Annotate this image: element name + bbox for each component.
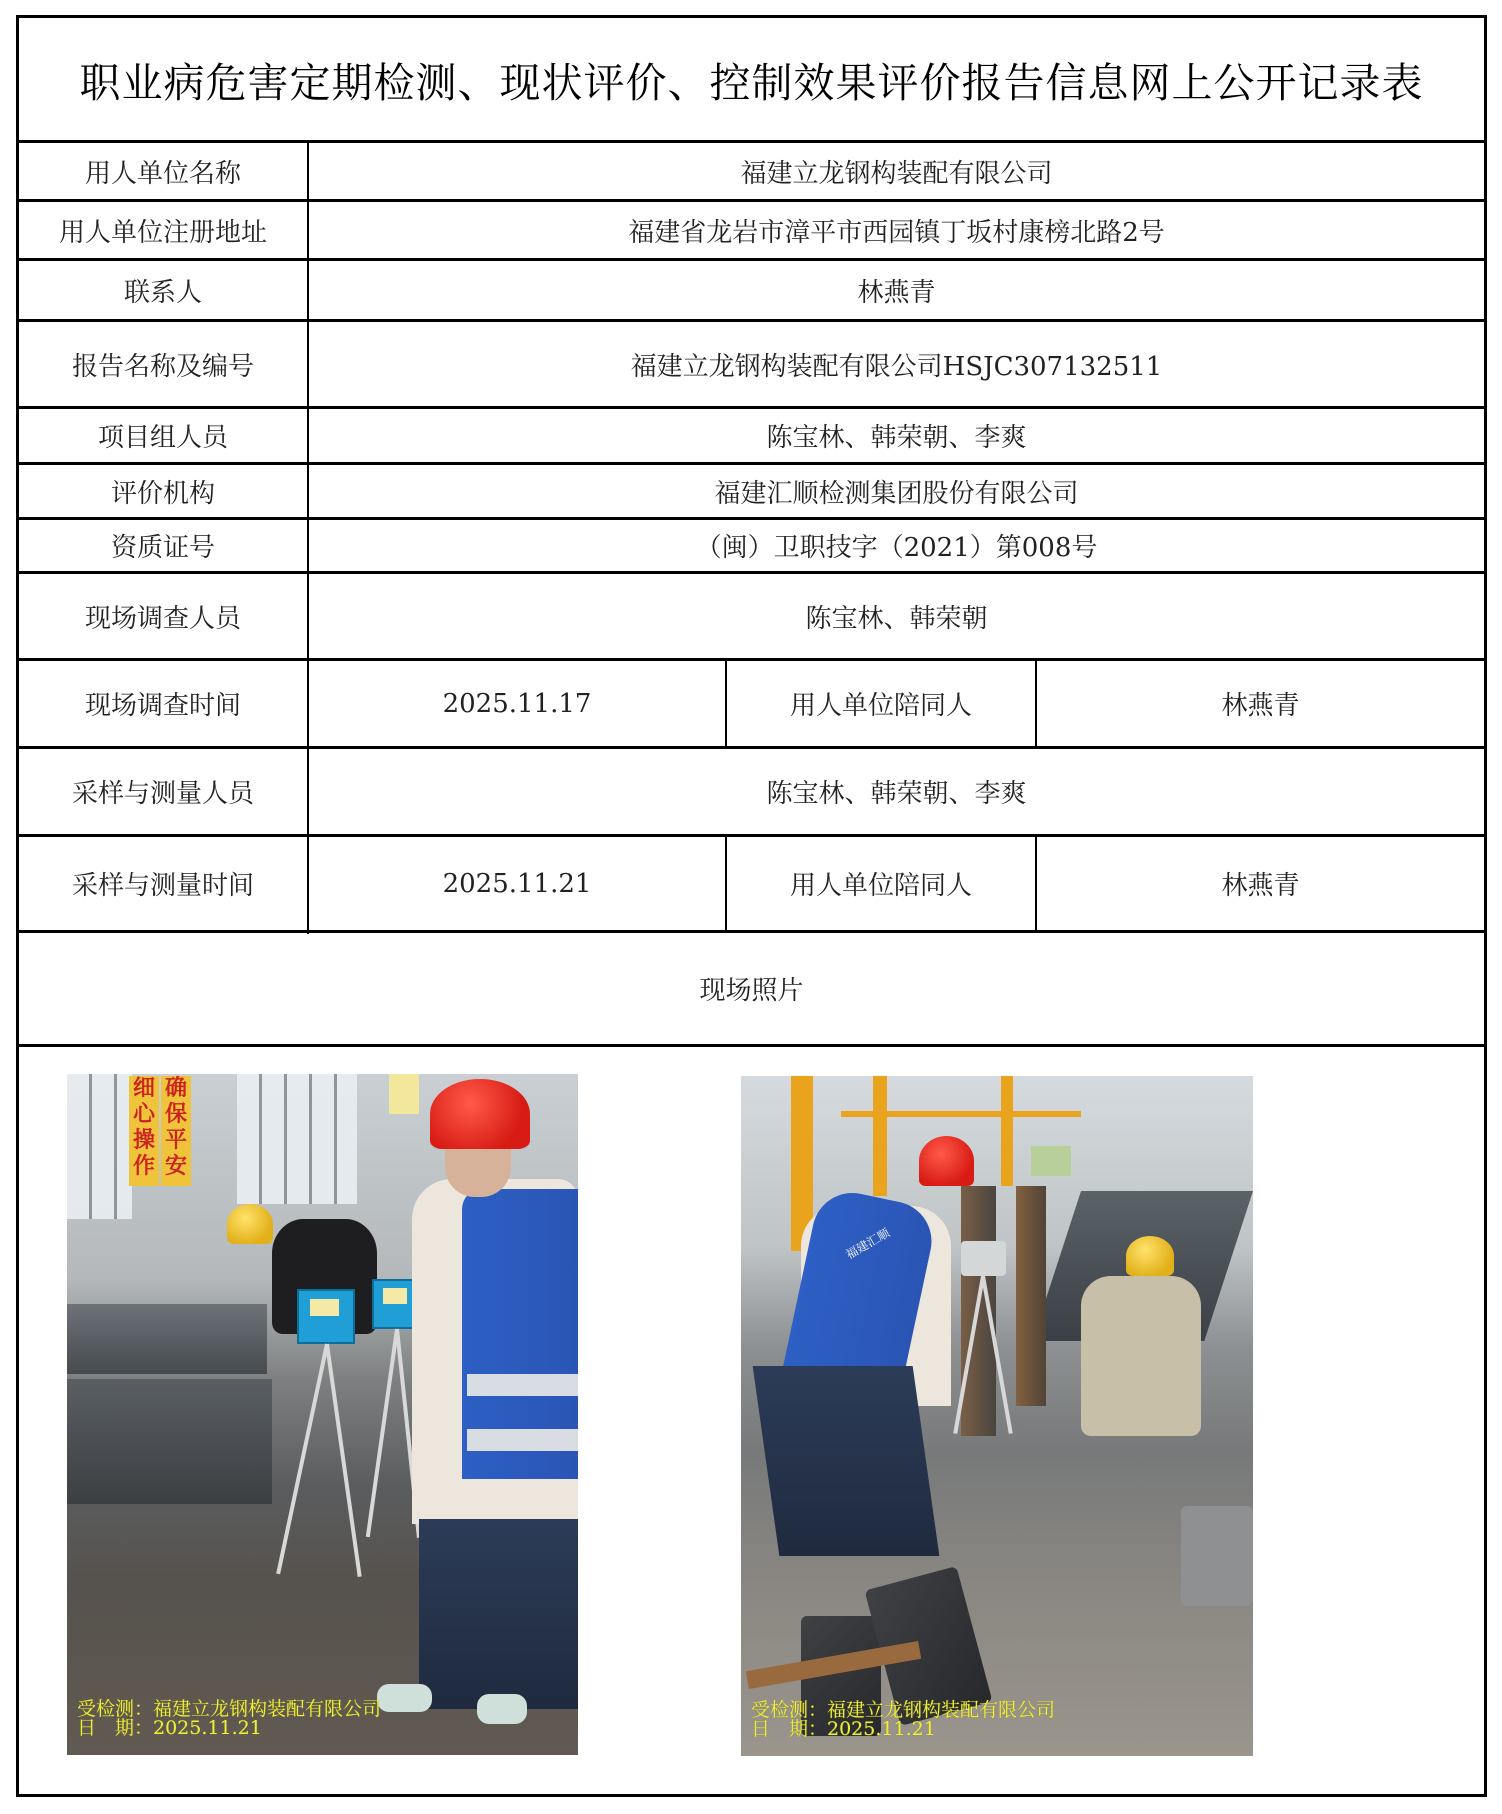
sampling-time-value: 2025.11.21: [442, 868, 592, 899]
safety-banner-right: 确保平安: [161, 1076, 191, 1186]
evaluation-org-label: 评价机构: [110, 478, 215, 509]
measuring-device: [961, 1241, 1006, 1276]
photo-watermark-company: 受检测：福建立龙钢构装配有限公司: [77, 1698, 382, 1720]
sampling-companion-label: 用人单位陪同人: [789, 871, 972, 901]
employer-address-value: 福建省龙岩市漳平市西园镇丁坂村康榜北路2号: [628, 217, 1165, 248]
workshop-doorway: [1031, 1146, 1071, 1176]
sampling-companion-value: 林燕青: [1221, 871, 1300, 901]
qualification-value: （闽）卫职技字（2021）第008号: [695, 533, 1098, 563]
survey-companion-label: 用人单位陪同人: [789, 691, 972, 721]
page-title: 职业病危害定期检测、现状评价、控制效果评价报告信息网上公开记录表: [79, 58, 1424, 107]
vest-reflective-stripe: [467, 1374, 578, 1396]
warning-sign-icon: [389, 1074, 419, 1114]
red-helmet: [919, 1136, 974, 1186]
workshop-window: [237, 1074, 357, 1204]
employer-name-label: 用人单位名称: [84, 158, 241, 189]
survey-companion-value: 林燕青: [1221, 691, 1300, 721]
worker-body: [1081, 1276, 1201, 1436]
vest-logo-text: 福建汇顺: [843, 1225, 893, 1262]
steel-beam: [67, 1304, 267, 1374]
survey-staff-label: 现场调查人员: [84, 603, 241, 634]
vest-reflective-stripe: [467, 1429, 578, 1451]
yellow-crane-column: [1001, 1076, 1013, 1186]
evaluation-org-value: 福建汇顺检测集团股份有限公司: [714, 478, 1079, 509]
report-name-label: 报告名称及编号: [71, 351, 254, 382]
project-team-value: 陈宝林、韩荣朝、李爽: [766, 423, 1027, 453]
project-team-label: 项目组人员: [97, 423, 228, 453]
inspector-jeans: [419, 1519, 578, 1709]
yellow-helmet: [227, 1204, 273, 1244]
sampling-staff-value: 陈宝林、韩荣朝、李爽: [766, 779, 1027, 809]
yellow-crane-column: [873, 1076, 887, 1196]
sneaker: [377, 1684, 432, 1712]
workshop-window: [67, 1074, 132, 1219]
survey-staff-value: 陈宝林、韩荣朝: [805, 603, 988, 634]
row-divider: [16, 1044, 1487, 1047]
sampler-device: [297, 1289, 355, 1344]
employer-name-value: 福建立龙钢构装配有限公司: [740, 158, 1053, 189]
survey-time-label: 现场调查时间: [84, 691, 241, 721]
report-name-value: 福建立龙钢构装配有限公司HSJC307132511: [630, 351, 1163, 382]
sampling-staff-label: 采样与测量人员: [71, 779, 254, 809]
survey-time-value: 2025.11.17: [442, 688, 592, 719]
site-photo-2: [741, 1076, 1253, 1756]
crane-beam: [841, 1111, 1081, 1117]
employer-address-label: 用人单位注册地址: [58, 217, 267, 248]
yellow-helmet: [1126, 1236, 1174, 1276]
site-photos-heading: 现场照片: [699, 976, 804, 1006]
steel-beam: [67, 1379, 272, 1504]
photo-watermark-date: 日 期：2025.11.21: [751, 1718, 936, 1740]
contact-value: 林燕青: [857, 277, 936, 308]
sneaker: [477, 1694, 527, 1724]
photo-watermark-company: 受检测：福建立龙钢构装配有限公司: [751, 1699, 1056, 1721]
inspector-jeans: [753, 1366, 940, 1556]
red-helmet: [430, 1079, 530, 1149]
qualification-label: 资质证号: [110, 533, 215, 563]
safety-banner-left: 细心操作: [129, 1076, 159, 1186]
contact-label: 联系人: [123, 277, 202, 308]
photo-watermark-date: 日 期：2025.11.21: [77, 1717, 262, 1739]
steel-h-beam: [1016, 1186, 1046, 1406]
site-photo-1: [67, 1074, 578, 1755]
steel-plate-stack: [1181, 1506, 1253, 1606]
sampling-time-label: 采样与测量时间: [71, 871, 254, 901]
